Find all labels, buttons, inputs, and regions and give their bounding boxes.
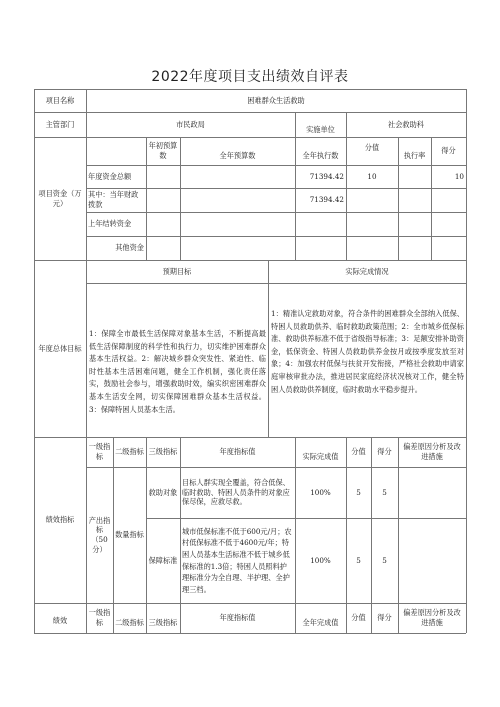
perf-label: 绩效指标	[45, 515, 75, 525]
dept-label: 主管部门	[45, 119, 75, 129]
perf-row-get: 5	[382, 487, 387, 497]
funds-header-score: 分值	[364, 143, 380, 153]
perf-l1-value: 产出指标（50分）	[88, 515, 111, 554]
funds-row-rate	[398, 165, 431, 188]
perf2-label: 绩效	[52, 615, 68, 625]
perf2-header-val: 年度指标值	[219, 613, 256, 623]
funds-row-get: 10	[454, 171, 464, 181]
funds-label: 项目资金（万元）	[38, 188, 82, 208]
impl-unit-label: 实施单位	[306, 125, 335, 135]
perf-row-score: 5	[356, 555, 361, 565]
dept-value: 市民政局	[176, 119, 205, 129]
perf-header-l3: 三级指标	[148, 447, 178, 457]
funds-row-name: 上年结转资金	[88, 219, 132, 229]
project-name-value: 困难群众生活救助	[247, 95, 305, 105]
perf2-header-l2: 二级指标	[115, 618, 144, 628]
funds-header-full-budget: 全年预算数	[219, 151, 256, 161]
funds-row-name: 其他资金	[115, 243, 144, 253]
funds-row-name: 其中：当年财政拨款	[88, 190, 139, 209]
page-title: 2022年度项目支出绩效自评表	[151, 69, 349, 85]
goals-actual-text: 1：精准认定救助对象，符合条件的困难群众全部纳入低保、特困人员救助供养、临时救助政策范围；2：全市城乡低保标准、救助供养标准不低于省级指导标准；3：足额安排补助资金，低保资金、特困人员救助供养金按月或按季度发放至对象；4：加强农村低保与扶贫开发衔接，严格社会救助申请家庭审核审批办法，推进居民家庭经济状况核对工作，健全特困人员救助供养制度，临时救助水平稳步提升。	[271, 309, 464, 394]
perf-header-get: 得分	[377, 447, 392, 457]
perf-row-l3: 保障标准	[148, 555, 178, 565]
perf2-header-l3: 三级指标	[148, 618, 178, 628]
project-name-label: 项目名称	[45, 95, 75, 105]
perf2-header-note: 偏差原因分析及改进措施	[403, 608, 461, 627]
perf-row-val: 目标人群实现全覆盖，符合低保、临时救助、特困人员条件的对象应保尽保，应救尽救。	[182, 477, 290, 507]
perf-row-done: 100%	[310, 555, 331, 565]
perf-row-l3: 救助对象	[148, 487, 178, 497]
funds-row-name: 年度资金总额	[88, 171, 132, 181]
perf2-header-score: 分值	[351, 613, 366, 623]
perf-header-l2: 二级指标	[115, 447, 144, 457]
perf-row-done: 100%	[310, 487, 331, 497]
funds-header-get: 得分	[441, 146, 456, 156]
perf2-header-done: 全年完成值	[302, 618, 339, 628]
perf-row-score: 5	[356, 487, 361, 497]
perf-row-get: 5	[382, 555, 387, 565]
goals-label: 年度总体目标	[38, 343, 82, 353]
funds-row-score: 10	[367, 171, 377, 181]
goals-actual-label: 实际完成情况	[345, 266, 389, 276]
goals-expected-text: 1：保障全市最低生活保障对象基本生活，不断提高最低生活保障制度的科学性和执行力，切实维护困难群众基本生活权益。2：解决城乡群众突发性、紧迫性、临时性基本生活困难问题，健全工作机制，强化责任落实，鼓励社会参与，增强救助时效，编实织密困难群众基本生活安全网，切实保障困难群众基本生活权益。3：保障特困人员基本生活。	[89, 329, 266, 414]
funds-header-year-budget: 年初预算数	[148, 141, 178, 160]
funds-header-rate: 执行率	[403, 151, 426, 161]
perf2-header-l1: 一级指标	[88, 608, 111, 627]
perf-header-score: 分值	[351, 447, 366, 457]
perf-row-val: 城市低保标准不低于600元/月；农村低保标准不低于4600元/年；特困人员基本生活标准不低于城乡低保标准的1.3倍；特困人员照料护理标准分为全自理、半护理、全护理三档。	[182, 526, 292, 594]
perf-header-note: 偏差原因分析及改进措施	[403, 442, 461, 461]
perf2-header-get: 得分	[377, 613, 392, 623]
funds-row-exec: 71394.42	[309, 171, 344, 181]
goals-expected-label: 预期目标	[162, 266, 192, 276]
funds-header-full-exec: 全年执行数	[302, 151, 339, 161]
funds-row-exec: 71394.42	[309, 195, 344, 205]
perf-l2-value: 数量指标	[115, 530, 144, 540]
impl-unit-value: 社会救助科	[388, 119, 424, 129]
perf-header-done: 实际完成值	[302, 452, 339, 462]
perf-header-l1: 一级指标	[88, 442, 111, 461]
perf-header-val: 年度指标值	[219, 447, 256, 457]
